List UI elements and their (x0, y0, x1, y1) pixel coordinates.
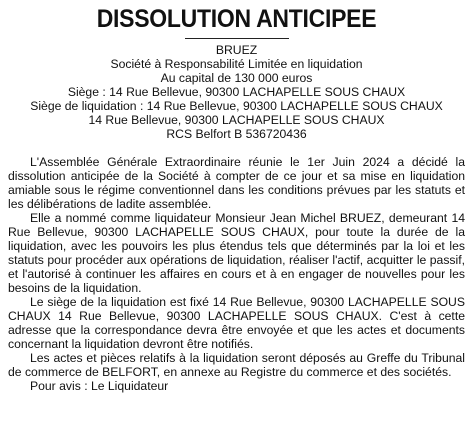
paragraph-liquidator: Elle a nommé comme liquidateur Monsieur Jean Michel BRUEZ, demeurant 14 Rue Bellevue, 90300 LACHAPELLE SOUS CHAUX, pour toute la durée de la liquidation, avec les pouvoirs les plus étendus tels que déterminés par la loi et les statuts pour procéder aux opérations de liquidation, réaliser l'actif, acquitter le passif, et l'autorisé à continuer les affaires en cours et à en engager de nouvelles pour les besoins de la liquidation. (8, 211, 465, 295)
notice-body (8, 155, 465, 393)
section-spacer (8, 141, 465, 155)
company-capital: Au capital de 130 000 euros (160, 71, 313, 85)
paragraph-liquidation-seat: Le siège de la liquidation est fixé 14 Rue Bellevue, 90300 LACHAPELLE SOUS CHAUX 14 Rue Bellevue, 90300 LACHAPELLE SOUS CHAUX. C'est à cette adresse que la correspondance devra être envoyée et que les actes et documents concernant la liquidation devront être notifiés. (8, 295, 465, 351)
company-head-office: Siège : 14 Rue Bellevue, 90300 LACHAPELLE SOUS CHAUX (67, 85, 406, 99)
company-address: 14 Rue Bellevue, 90300 LACHAPELLE SOUS CHAUX (88, 113, 385, 127)
company-header (8, 43, 465, 141)
notice-title: DISSOLUTION ANTICIPEE (96, 5, 377, 33)
company-rcs: RCS Belfort B 536720436 (166, 127, 307, 141)
title-divider (185, 38, 289, 39)
paragraph-filing: Les actes et pièces relatifs à la liquidation seront déposés au Greffe du Tribunal de commerce de BELFORT, en annexe au Registre du commerce et des sociétés. (8, 351, 465, 379)
company-legal-form: Société à Responsabilité Limitée en liquidation (110, 57, 363, 71)
company-name: BRUEZ (215, 43, 258, 57)
paragraph-dissolution: L'Assemblée Générale Extraordinaire réunie le 1er Juin 2024 a décidé la dissolution anticipée de la Société à compter de ce jour et sa mise en liquidation amiable sous le régime conventionnel dans les conditions prévues par les statuts et les délibérations de ladite assemblée. (8, 155, 465, 211)
paragraph-signature: Pour avis : Le Liquidateur (30, 379, 169, 393)
liquidation-office: Siège de liquidation : 14 Rue Bellevue, 90300 LACHAPELLE SOUS CHAUX (30, 99, 443, 113)
